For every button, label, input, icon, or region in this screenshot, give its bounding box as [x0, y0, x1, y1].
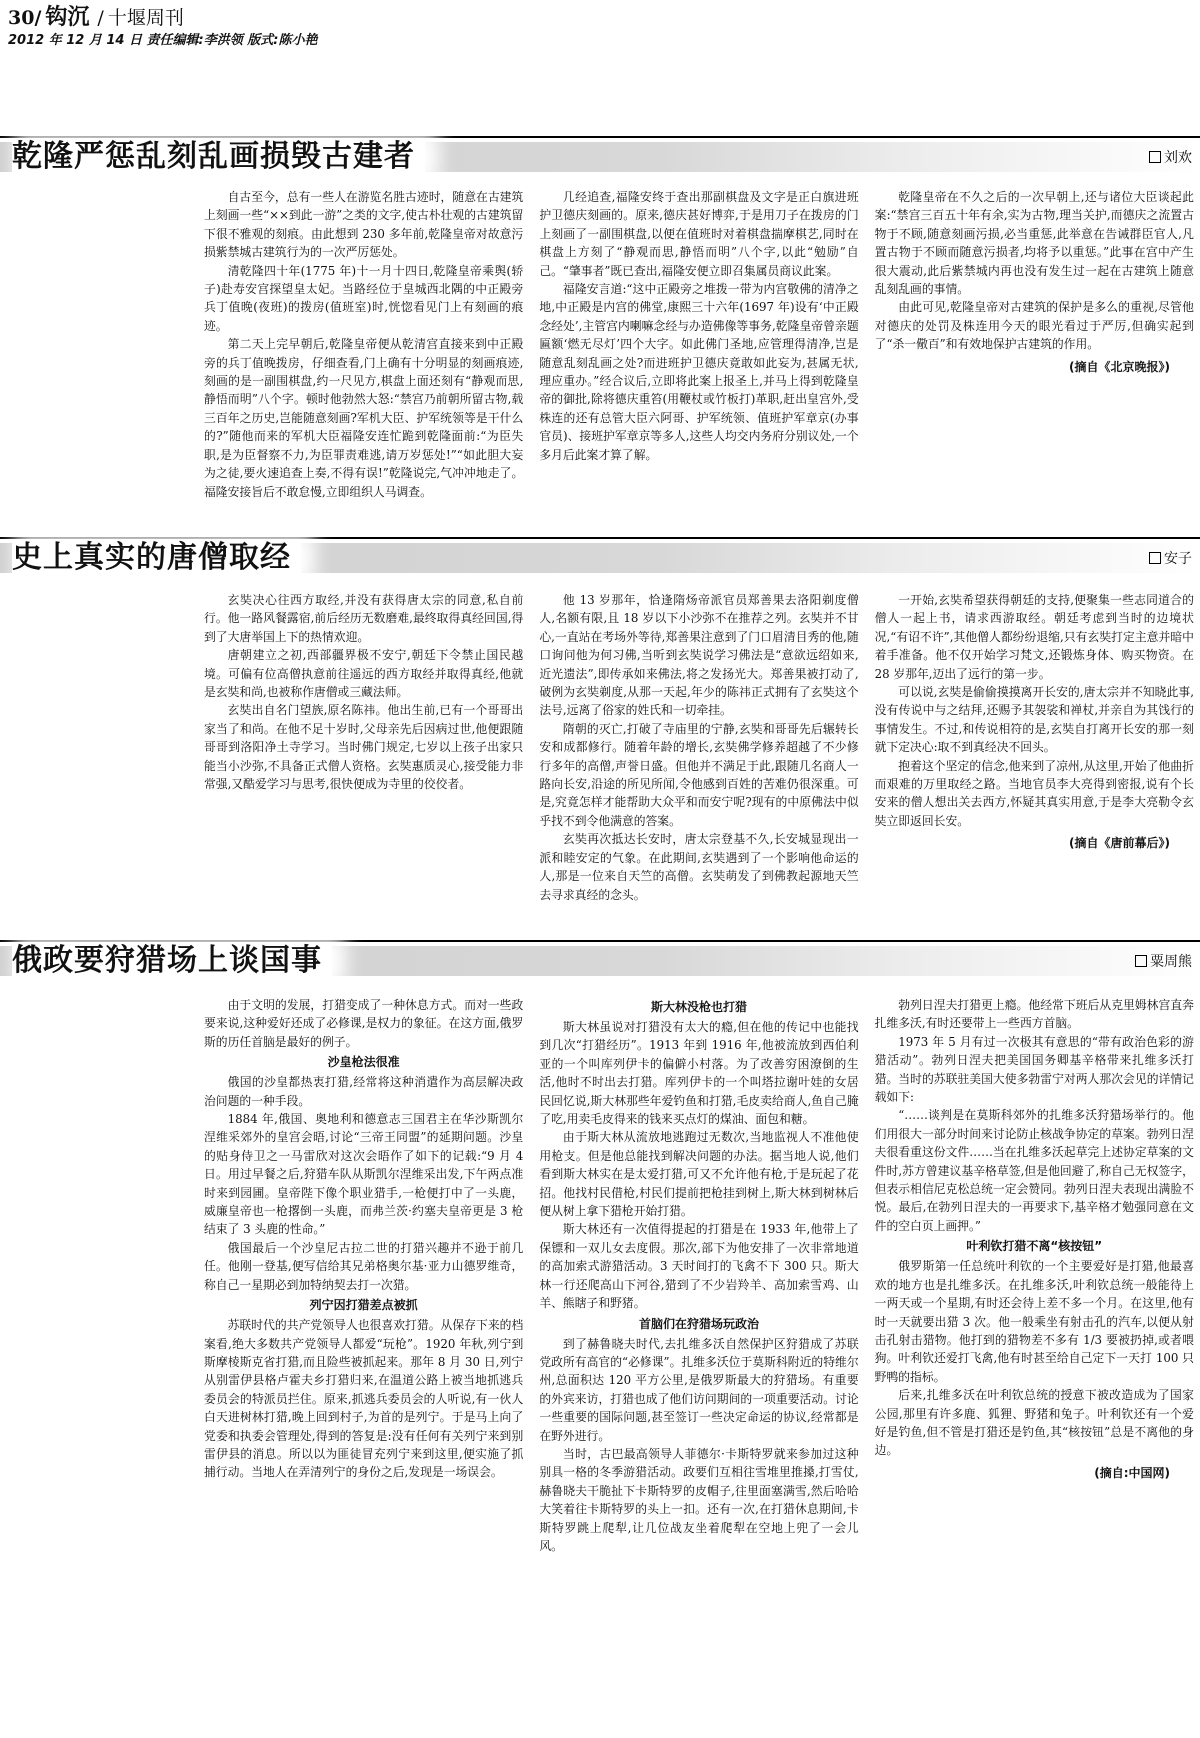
paragraph: 1973 年 5 月有过一次极其有意思的“带有政治色彩的游猎活动”。勃列日涅夫把美国国务卿基辛格带来扎维多沃打猎。当时的苏联驻美国大使多勃雷宁对两人那次会见的详情记载如下: — [874, 1034, 1194, 1105]
paragraph: 由此可见,乾隆皇帝对古建筑的保护是多么的重视,尽管他对德庆的处罚及株连用今天的眼光看过于严厉,但确实起到了“杀一儆百”和有效地保护古建筑的作用。 — [874, 300, 1194, 352]
article-body — [204, 996, 1194, 1736]
text-column — [539, 996, 858, 1736]
paragraph: 玄奘出自名门望族,原名陈祎。他出生前,已有一个哥哥出家当了和尚。在他不足十岁时,父母亲先后因病过世,他便跟随哥哥到洛阳净土寺学习。当时佛门规定,七岁以上孩子出家只能当小沙弥,不具备正式僧人资格。玄奘惠质灵心,接受能力非常强,又酷爱学习与思考,很快便成为寺里的佼佼者。 — [204, 703, 524, 792]
paragraph: 俄罗斯第一任总统叶利钦的一个主要爱好是打猎,他最喜欢的地方也是扎维多沃。在扎维多沃,叶利钦总统一般能待上一两天或一个星期,有时还会待上差不多一个月。在这里,他有时一天就要出猎 3 次。他一般乘坐有射击孔的汽车,以便从射击孔射击猎物。他打到的猎物差不多有 1/3 要被扔掉,或者喂狗。叶利钦还爱打飞禽,他有时甚至给自己定下一天打 100 只野鸭的指标。 — [874, 1259, 1194, 1384]
paragraph: “……谈判是在莫斯科郊外的扎维多沃狩猎场举行的。他们用很大一部分时间来讨论防止核战争协定的草案。勃列日涅夫很看重这份文件……当在扎维多沃起草完上述协定草案的文件时,苏方曾建议基辛格草签,但是他回避了,称自己无权签字，但表示相信尼克松总统一定会赞同。勃列日涅夫表现出满脸不悦。最后,在勃列日涅夫的一再要求下,基辛格才勉强同意在文件的空白页上画押。” — [874, 1108, 1194, 1233]
paragraph: 第二天上完早朝后,乾隆皇帝便从乾清宫直接来到中正殿旁的兵丁值晚拨房，仔细查看,门上确有十分明显的刻画痕迹,刻画的是一副围棋盘,约一尺见方,棋盘上面还刻有“静观而思,静悟而明”八个字。顿时他勃然大怒:“禁宫乃前朝所留古物,载三百年之历史,岂能随意刻画?军机大臣、护军统领等是干什么的?”随他而来的军机大臣福隆安连忙跪到乾隆面前:“为臣失职,是为臣督察不力,为臣罪责难逃,请万岁惩处!”“如此胆大妄为之徒,要火速追查上奏,不得有误!”乾隆说完,气冲冲地走了。福隆安接旨后不敢怠慢,立即组织人马调查。 — [204, 337, 524, 499]
text-column — [204, 996, 523, 1736]
paragraph: 由于斯大林从流放地逃跑过无数次,当地监视人不准他使用枪支。但是他总能找到解决问题的办法。据当地人说,他们看到斯大林实在是太爱打猎,可又不允许他有枪,于是玩起了花招。他找村民借枪,村民们提前把枪挂到树上,斯大林到树林后便从树上拿下猎枪开始打猎。 — [539, 1130, 859, 1219]
paragraph: 乾隆皇帝在不久之后的一次早朝上,还与诸位大臣谈起此案:“禁宫三百五十年有余,实为古物,理当关护,而德庆之流置古物于不顾,随意刻画污损,必当重惩,此举意在告诫群臣官人,凡置古物于不顾而随意污损者,均将予以重惩。”此事在宫中产生很大震动,此后紫禁城内再也没有发生过一起在古建筑上随意乱刻乱画的事情。 — [874, 190, 1194, 297]
article-title: 史上真实的唐僧取经 — [12, 539, 301, 577]
article-author: 粟周熊 — [1135, 951, 1192, 971]
masthead-separator: / — [97, 7, 104, 29]
paper-name: 十堰周刊 — [107, 7, 184, 29]
article-russia-hunting — [0, 940, 1200, 1738]
paragraph: 隋朝的灭亡,打破了寺庙里的宁静,玄奘和哥哥先后辗转长安和成都修行。随着年龄的增长,玄奘佛学修养超越了不少修行多年的高僧,声誉日盛。但他并不满足于此,跟随几名商人一路向长安,沿途的所见所闻,令他感到百姓的苦难仍很深重。可是,究竟怎样才能帮助大众平和而安宁呢?现有的中原佛法中似乎找不到令他满意的答案。 — [539, 721, 859, 828]
paragraph: 斯大林还有一次值得提起的打猎是在 1933 年,他带上了保镖和一双儿女去度假。那次,部下为他安排了一次非常地道的高加索式游猎活动。3 天时间打的飞禽不下 300 只。斯大林一行还爬高山下河谷,猎到了不少岩羚羊、高加索雪鸡、山羊、熊瞎子和野猪。 — [539, 1222, 859, 1311]
article-author: 安子 — [1149, 548, 1192, 568]
paragraph: 自古至今，总有一些人在游览名胜古迹时，随意在古建筑上刻画一些“××到此一游”之类的文字,使古朴壮观的古建筑留下很不雅观的刻痕。由此想到 230 多年前,乾隆皇帝对故意污损紫禁城古建筑行为的一次严厉惩处。 — [204, 190, 524, 260]
paragraph: 几经追查,福隆安终于查出那副棋盘及文字是正白旗进班护卫德庆刻画的。原来,德庆甚好博弈,于是用刀子在拨房的门上刻画了一副围棋盘,以便在值班时对着棋盘揣摩棋艺,同时在棋盘上方刻了“静观而思,静悟而明”八个字,以此“勉励”自己。“肇事者”既已查出,福隆安便立即召集属员商议此案。 — [539, 190, 859, 278]
paragraph: 勃列日涅夫打猎更上瘾。他经常下班后从克里姆林宫直奔扎维多沃,有时还要带上一些西方首脑。 — [874, 998, 1194, 1031]
text-column — [875, 591, 1194, 921]
subheading: 沙皇枪法很准 — [327, 1055, 400, 1070]
text-column — [875, 996, 1194, 1736]
author-box-icon — [1149, 552, 1161, 564]
text-column — [875, 188, 1194, 518]
article-qianlong — [0, 136, 1200, 516]
article-title: 乾隆严惩乱刻乱画损毁古建者 — [12, 138, 425, 176]
article-body — [204, 591, 1194, 921]
subheading: 斯大林没枪也打猎 — [650, 1000, 747, 1014]
page-number: 30/ — [8, 7, 42, 29]
article-source: (摘自《北京晚报》) — [1069, 359, 1170, 374]
article-title: 俄政要狩猎场上谈国事 — [12, 942, 332, 980]
article-title-bar — [0, 136, 1200, 176]
article-title-bar — [0, 940, 1200, 980]
paragraph: 当时，古巴最高领导人菲德尔·卡斯特罗就来参加过这种别具一格的冬季游猎活动。政要们互相往雪堆里推搡,打雪仗,赫鲁晓夫干脆扯下卡斯特罗的皮帽子,往里面塞满雪,然后哈哈大笑着往卡斯特罗的头上一扣。还有一次,在打猎休息期间,卡斯特罗跳上爬犁,让几位战友坐着爬犁在空地上兜了一会儿风。 — [539, 1446, 859, 1553]
paragraph: 苏联时代的共产党领导人也很喜欢打猎。从保存下来的档案看,绝大多数共产党领导人都爱“玩枪”。1920 年秋,列宁到斯摩棱斯克省打猎,而且险些被抓起来。那年 8 月 30 日,列宁从别雷伊县格卢霍夫乡打猎归来,在温道公路上被当地抓逃兵委员会的特派员拦住。原来,抓逃兵委员会的人听说,有一伙人白天进树林打猎,晚上回到村子,为首的是列宁。于是马上向了党委和执委会管理处,得到的答复是:没有任何有关列宁来到别雷伊县的消息。所以以为匪徒冒充列宁来到这里,便实施了抓捕行动。当地人在弄清列宁的身份之后,发现是一场误会。 — [204, 1318, 524, 1480]
text-column — [539, 591, 858, 921]
article-xuanzang — [0, 537, 1200, 922]
paragraph: 他 13 岁那年，恰逢隋炀帝派官员郑善果去洛阳剃度僧人,名额有限,且 18 岁以下小沙弥不在推荐之列。玄奘并不甘心,一直站在考场外等待,郑善果注意到了门口眉清目秀的他,随口询问他为何习佛,当听到玄奘说学习佛法是“意欲远绍如来,近光遗法”,即传承如来佛法,将之发扬光大。郑善果被打动了,破例为玄奘剃度,从那一天起,年少的陈祎正式拥有了玄奘这个法号,远离了俗家的姓氏和一切牵挂。 — [539, 593, 859, 718]
masthead-meta: 2012 年 12 月 14 日 责任编辑:李洪领 版式:陈小艳 — [8, 33, 318, 48]
paragraph: 斯大林虽说对打猎没有太大的瘾,但在他的传记中也能找到几次“打猎经历”。1913 年到 1916 年,他被流放到西伯利亚的一个叫库列伊卡的偏僻小村落。为了改善穷困潦倒的生活,他时不时出去打猎。库列伊卡的一个叫塔拉谢叶娃的女居民回忆说,斯大林那些年爱钓鱼和打猎,毛皮卖给商人,鱼自己腌了吃,用卖毛皮得来的钱来买点灯的煤油、面包和糖。 — [539, 1020, 859, 1127]
paragraph: 可以说,玄奘是偷偷摸摸离开长安的,唐太宗并不知晓此事,没有传说中与之结拜,还赐予其袈裟和禅杖,并亲自为其饯行的事情发生。不过,和传说相符的是,玄奘自打离开长安的那一刻就下定决心:取不到真经决不回头。 — [874, 685, 1194, 755]
article-author: 刘欢 — [1149, 147, 1192, 167]
paragraph: 唐朝建立之初,西部疆界极不安宁,朝廷下令禁止国民越境。可偏有位高僧执意前往遥远的西方取经并取得真经,他就是玄奘和尚,也被称作唐僧或三藏法师。 — [204, 648, 524, 700]
author-box-icon — [1149, 151, 1161, 163]
paragraph: 由于文明的发展，打猎变成了一种休息方式。而对一些政要来说,这种爱好还成了必修课,是权力的象征。在这方面,俄罗斯的历任首脑是最好的例子。 — [204, 998, 524, 1049]
masthead — [8, 4, 1192, 56]
paragraph: 俄国的沙皇都热衷打猎,经常将这种消遣作为高层解决政治问题的一种手段。 — [204, 1075, 524, 1108]
author-box-icon — [1135, 955, 1147, 967]
paragraph: 玄奘再次抵达长安时，唐太宗登基不久,长安城显现出一派和睦安定的气象。在此期间,玄奘遇到了一个影响他命运的人,那是一位来自天竺的高僧。玄奘萌发了到佛教起源地天竺去寻求真经的念头。 — [539, 832, 859, 902]
paragraph: 后来,扎维多沃在叶利钦总统的授意下被改造成为了国家公园,那里有许多鹿、狐狸、野猪和兔子。叶利钦还有一个爱好是钓鱼,但不管是打猎还是钓鱼,其“核按钮”总是不离他的身边。 — [874, 1388, 1194, 1458]
subheading: 叶利钦打猎不离“核按钮” — [966, 1239, 1103, 1254]
paragraph: 玄奘决心往西方取经,并没有获得唐太宗的同意,私自前行。他一路风餐露宿,前后经历无数磨难,最终取得真经回国,得到了大唐举国上下的热情欢迎。 — [204, 593, 524, 644]
article-source: (摘自:中国网) — [1094, 1465, 1170, 1480]
paragraph: 福隆安言道:“这中正殿旁之堆拨一带为内宫敬佛的清净之地,中正殿是内宫的佛堂,康熙三十六年(1697 年)设有‘中正殿念经处’,主管宫内喇嘛念经与办造佛像等事务,乾隆皇帝曾亲题匾额‘燃无尽灯’四个大字。如此佛门圣地,应管理得清净,岂是随意乱刻乱画之处?而进班护卫德庆竟敢如此妄为,甚属无状,理应重办。”经合议后,立即将此案上报圣上,并马上得到乾隆皇帝的御批,除将德庆重笞(用鞭杖或竹板打)革职,赶出皇宫外,受株连的还有总管大臣六阿哥、护军统领、值班护军章京(办事官员)、接班护军章京等多人,这些人均交内务府分别议处,一个多月后此案才算了解。 — [539, 282, 859, 462]
subheading: 首脑们在狩猎场玩政治 — [638, 1316, 759, 1331]
article-source: (摘自《唐前幕后》) — [1069, 836, 1170, 851]
paragraph: 一开始,玄奘希望获得朝廷的支持,便聚集一些志同道合的僧人一起上书，请求西游取经。朝廷考虑到当时的边境状况,“有诏不许”,其他僧人都纷纷退缩,只有玄奘打定主意并暗中着手准备。他不仅开始学习梵文,还锻炼身体、购买物资。在 28 岁那年,迈出了远行的第一步。 — [874, 593, 1194, 681]
subheading: 列宁因打猎差点被抓 — [309, 1298, 418, 1313]
text-column — [204, 188, 523, 518]
column-name: 钩沉 — [45, 4, 90, 30]
article-body — [204, 188, 1194, 518]
text-column — [539, 188, 858, 518]
paragraph: 1884 年,俄国、奥地利和德意志三国君主在华沙斯凯尔涅维采郊外的皇宫会晤,讨论“三帝王同盟”的延期问题。沙皇的贴身侍卫之一马雷欣对这次会晤作了如下的记载:“9 月 4 日。用过早餐之后,狩猎车队从斯凯尔涅维采出发,下午两点准时来到园圃。皇帝陛下像个职业猎手,一枪便打中了一头鹿，威廉皇帝也一枪撂倒一头鹿，而弗兰茨·约塞夫皇帝更是 3 枪结束了 3 头鹿的性命。” — [204, 1112, 524, 1237]
text-column — [204, 591, 523, 921]
masthead-title-line — [8, 4, 1192, 31]
article-title-bar — [0, 537, 1200, 577]
paragraph: 抱着这个坚定的信念,他来到了凉州,从这里,开始了他曲折而艰难的万里取经之路。当地官员李大亮得到密报,说有个长安来的僧人想出关去西方,怀疑其真实用意,于是李大亮勒令玄奘立即返回长安。 — [874, 758, 1194, 828]
paragraph: 俄国最后一个沙皇尼古拉二世的打猎兴趣并不逊于前几任。他刚一登基,便写信给其兄弟格奥尔基·亚力山德罗维奇，称自己一星期必到加特纳契去打一次猎。 — [204, 1240, 524, 1292]
paragraph: 到了赫鲁晓夫时代,去扎维多沃自然保护区狩猎成了苏联党政所有高官的“必修课”。扎维多沃位于莫斯科附近的特维尔州,总面积达 120 平方公里,是俄罗斯最大的狩猎场。有重要的外宾来访，打猎也成了他们访问期间的一项重要活动。讨论一些重要的国际问题,甚至签订一些决定命运的协议,经常都是在野外进行。 — [539, 1336, 859, 1443]
paragraph: 清乾隆四十年(1775 年)十一月十四日,乾隆皇帝乘舆(轿子)赴寿安宫探望皇太妃。当路经位于皇城西北隅的中正殿旁兵丁值晚(夜班)的拨房(值班室)时,恍惚看见门上有刻画的痕迹。 — [204, 263, 524, 333]
